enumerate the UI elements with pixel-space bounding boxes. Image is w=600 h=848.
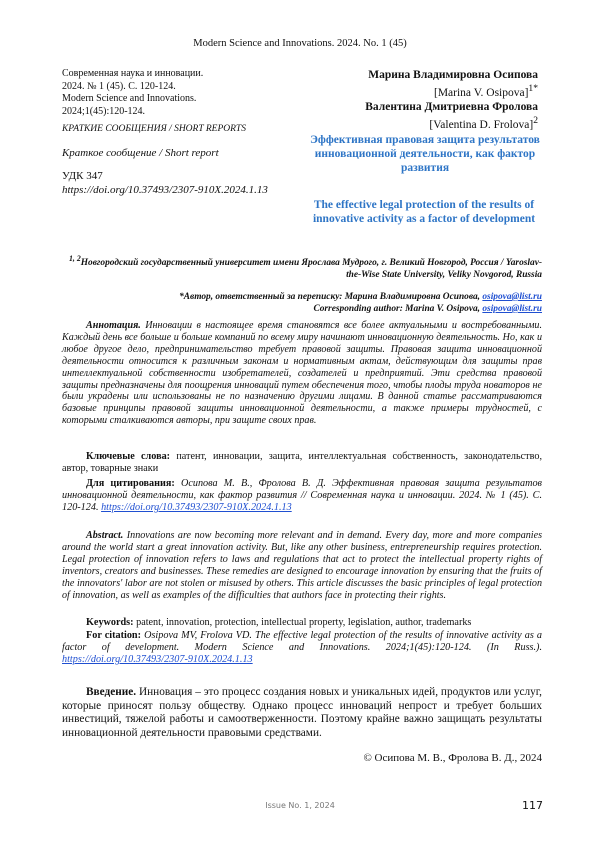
abstract-ru-text: Инновации в настоящее время становятся все более актуальными и востребованными. Каждый день все больше и больше компаний по всему миру начинают инновационную деятельность. Но, как и любое другое дело, предпринимательство требует правовой защиты. Правовая защита инновационной деятельности относится к различным законам и нормативным актам, действующим для защиты прав интеллектуальной собственности изобретателей, создателей и предприятий. Эти средства правовой защиты предназначены для поощрения инноваций путем обеспечения того, чтобы плоды труда новаторов не были украдены или использованы не по назначению другими лицами. В данной статье рассматриваются базовые принципы правовой защиты инновационной деятельности, а также примеры трудностей, с которыми сталкиваются авторы, при защите своих прав. (62, 320, 543, 427)
author-1-name: Марина Владимировна Осипова (368, 69, 538, 81)
abstract-english (62, 530, 542, 601)
citation-ru-label: Для цитирования: (86, 478, 175, 489)
authors-block (278, 68, 538, 132)
affiliation-text: Новгородский государственный университет имени Ярослава Мудрого, г. Великий Новгород, Россия / Yaroslav-the-Wise State University, Veliky Novgorod, Russia (80, 258, 542, 281)
doi-link[interactable]: https://doi.org/10.37493/2307-910X.2024.1.13 (101, 502, 292, 513)
correspondence-en-text: Corresponding author: Marina V. Osipova, (313, 304, 481, 314)
title-english: The effective legal protection of the results of innovative activity as a factor of development (312, 199, 536, 225)
cite-line: Modern Science and Innovations. (62, 93, 197, 104)
abstract-russian (62, 320, 542, 427)
correspondence-ru-text: *Автор, ответственный за переписку: Марина Владимировна Осипова, (179, 292, 481, 302)
udk-label: УДК 347 (62, 170, 103, 182)
author-2-sup: 2 (533, 114, 538, 126)
cite-line: 2024. № 1 (45). С. 120-124. (62, 80, 176, 92)
author-1-latin (278, 82, 538, 100)
email-link[interactable]: osipova@list.ru (482, 292, 542, 302)
correspondence (62, 291, 542, 315)
abstract-en-label: Abstract. (86, 530, 124, 541)
abstract-ru-label: Аннотация. (86, 320, 141, 331)
doi-link[interactable]: https://doi.org/10.37493/2307-910X.2024.1.13 (62, 184, 268, 196)
keywords-russian (62, 451, 542, 475)
section-label: КРАТКИЕ СООБЩЕНИЯ / SHORT REPORTS (62, 124, 246, 134)
doi-link[interactable]: https://doi.org/10.37493/2307-910X.2024.1.13 (62, 654, 253, 665)
citation-russian (62, 478, 542, 514)
citation-english (62, 630, 542, 666)
intro-label: Введение. (86, 686, 137, 698)
author-1-latin-text: [Marina V. Osipova] (433, 86, 529, 99)
intro-text: Инновация – это процесс создания новых и уникальных идей, продуктов или услуг, которые приносят пользу обществу. Однако процесс инноваций непрост и требует больших инвестиций, тяжелой работы и самоотверженности. Поэтому крайне важно защищать результаты инновационной деятельности правовыми средствами. (62, 686, 542, 739)
copyright: © Осипова М. В., Фролова В. Д., 2024 (363, 752, 542, 764)
affiliation-sup: 1, 2 (69, 254, 81, 263)
article-type: Краткое сообщение / Short report (62, 147, 219, 159)
udk-block (62, 169, 268, 197)
keywords-ru-text: патент, инновации, защита, интеллектуальная собственность, законодательство, автор, товарные знаки (62, 451, 542, 474)
cite-line: Современная наука и инновации. (62, 68, 204, 79)
cite-line: 2024;1(45):120-124. (62, 105, 146, 117)
author-1-sup: 1* (528, 83, 538, 94)
affiliation (62, 253, 542, 281)
journal-citation-block (62, 68, 302, 118)
author-2-latin-text: [Valentina D. Frolova] (429, 118, 534, 131)
correspondence-ru (62, 291, 542, 303)
citation-ru-text: Осипова М. В., Фролова В. Д. Эффективная правовая защита результатов инновационной деятельности, как фактор развития // Современная наука и инновации. 2024. № 1 (45). С. 120-124. (62, 478, 542, 513)
page-number: 117 (522, 799, 543, 812)
author-2-latin (278, 114, 538, 132)
keywords-english (62, 617, 542, 629)
keywords-en-text: patent, innovation, protection, intellectual property, legislation, author, trademarks (136, 617, 472, 628)
citation-en-label: For citation: (86, 630, 141, 641)
email-link[interactable]: osipova@list.ru (482, 304, 542, 314)
keywords-ru-label: Ключевые слова: (86, 451, 171, 462)
keywords-en-label: Keywords: (86, 617, 134, 628)
running-header: Modern Science and Innovations. 2024. No. 1 (45) (193, 38, 407, 49)
author-2-name: Валентина Дмитриевна Фролова (365, 100, 538, 113)
citation-en-text: Osipova MV, Frolova VD. The effective legal protection of the results of innovative activity as a factor of development. Modern Science and Innovations. 2024;1(45):120-124. (In Russ.). (62, 630, 542, 653)
introduction (62, 686, 542, 740)
correspondence-en (62, 303, 542, 315)
abstract-en-text: Innovations are now becoming more relevant and in demand. Every day, more and more companies around the world start a great innovation activity. But, like any other business, entrepreneurship requires protection. Legal protection of innovation refers to laws and regulations that act to protect the intellectual property rights of inventors, creators and businesses. These remedies are designed to encourage innovation by ensuring that the fruits of the innovators' labor are not stolen or misused by others. This article discusses the basic principles of legal protection of innovation, as well as examples of the difficulties that authors face in protecting their rights. (62, 530, 542, 601)
title-russian: Эффективная правовая защита результатов инновационной деятельности, как фактор развития (310, 134, 540, 174)
footer-issue: Issue No. 1, 2024 (265, 801, 335, 810)
